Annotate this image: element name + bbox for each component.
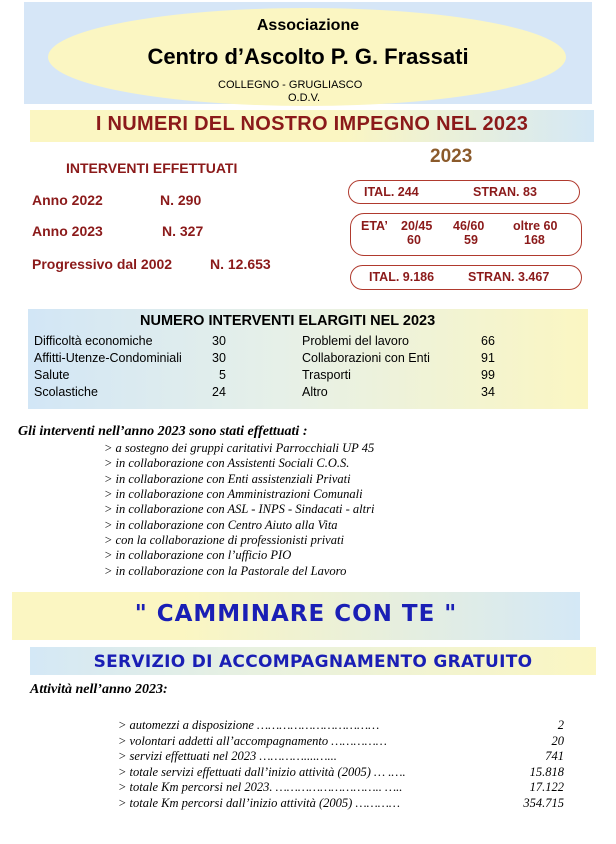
list-item: > in collaborazione con Amministrazioni Comunali xyxy=(104,487,363,501)
service-label: > totale Km percorsi dall’inizio attività (2005) ………… xyxy=(118,796,400,810)
service-label: > totale Km percorsi nel 2023. ……………………….. ….. xyxy=(118,780,403,794)
elargiti-value: 66 xyxy=(481,334,495,348)
interventi-row-label: Anno 2023 xyxy=(32,223,103,239)
interventi-row-label: Progressivo dal 2002 xyxy=(32,256,173,272)
age-value: 59 xyxy=(464,233,478,247)
age-pill xyxy=(350,213,582,256)
totals-pill xyxy=(350,265,582,290)
servizio-title: SERVIZIO DI ACCOMPAGNAMENTO GRATUITO xyxy=(93,652,533,672)
service-row xyxy=(118,718,564,733)
service-row xyxy=(118,765,564,780)
elargiti-value: 30 xyxy=(212,334,226,348)
elargiti-value: 30 xyxy=(212,351,226,365)
age-value: 168 xyxy=(524,233,545,247)
elargiti-value: 34 xyxy=(481,385,495,399)
camminare-title: " CAMMINARE CON TE " xyxy=(134,601,458,627)
service-row xyxy=(118,796,564,811)
association-label: Associazione xyxy=(256,17,360,34)
list-item: > con la collaborazione di professionisti privati xyxy=(104,533,344,547)
elargiti-value: 5 xyxy=(219,368,226,382)
service-value: 20 xyxy=(551,734,564,748)
service-value: 2 xyxy=(557,718,564,732)
elargiti-value: 99 xyxy=(481,368,495,382)
activity-label: Attività nell’anno 2023: xyxy=(30,682,168,697)
elargiti-title: NUMERO INTERVENTI ELARGITI NEL 2023 xyxy=(140,313,436,329)
list-item: > in collaborazione con Enti assistenziali Privati xyxy=(104,472,351,486)
service-row xyxy=(118,734,564,749)
center-name: Centro d’Ascolto P. G. Frassati xyxy=(147,44,469,69)
elargiti-label: Altro xyxy=(302,385,328,399)
service-label: > servizi effettuati nel 2023 …………....…... xyxy=(118,749,337,763)
list-item: > in collaborazione con Assistenti Sociali C.O.S. xyxy=(104,456,350,470)
elargiti-label: Affitti-Utenze-Condominiali xyxy=(34,351,182,365)
age-range: oltre 60 xyxy=(513,219,558,233)
service-row xyxy=(118,749,564,764)
service-row xyxy=(118,780,564,795)
nationality-stran: STRAN. 83 xyxy=(473,185,537,199)
odv-label: O.D.V. xyxy=(288,92,320,104)
location-label: COLLEGNO - GRUGLIASCO xyxy=(218,79,363,91)
interventi-row-label: Anno 2022 xyxy=(32,192,103,208)
interventi-title: INTERVENTI EFFETTUATI xyxy=(66,160,238,176)
elargiti-label: Problemi del lavoro xyxy=(302,334,409,348)
interventi-row-value: N. 12.653 xyxy=(210,256,271,272)
list-item: > in collaborazione con la Pastorale del Lavoro xyxy=(104,564,347,578)
service-value: 17.122 xyxy=(529,780,564,794)
service-value: 15.818 xyxy=(529,765,564,779)
elargiti-label: Collaborazioni con Enti xyxy=(302,351,430,365)
list-item: > in collaborazione con Centro Aiuto alla Vita xyxy=(104,518,338,532)
age-range: 20/45 xyxy=(401,219,433,233)
age-label: ETA’ xyxy=(361,219,388,233)
nationality-pill xyxy=(348,180,580,204)
elargiti-label: Scolastiche xyxy=(34,385,98,399)
list-item: > in collaborazione con ASL - INPS - Sindacati - altri xyxy=(104,502,375,516)
collaborations-intro: Gli interventi nell’anno 2023 sono stati effettuati : xyxy=(18,424,308,439)
age-range: 46/60 xyxy=(453,219,485,233)
elargiti-value: 24 xyxy=(212,385,226,399)
page-title: I NUMERI DEL NOSTRO IMPEGNO NEL 2023 xyxy=(95,113,529,135)
list-item: > in collaborazione con l’ufficio PIO xyxy=(104,548,292,562)
interventi-row-value: N. 290 xyxy=(160,192,202,208)
elargiti-label: Trasporti xyxy=(302,368,351,382)
year-heading: 2023 xyxy=(430,146,473,167)
totals-stran: STRAN. 3.467 xyxy=(468,270,550,284)
totals-ital: ITAL. 9.186 xyxy=(369,270,435,284)
service-label: > volontari addetti all’accompagnamento …………… xyxy=(118,734,387,748)
list-item: > a sostegno dei gruppi caritativi Parrocchiali UP 45 xyxy=(104,441,375,455)
interventi-row-value: N. 327 xyxy=(162,223,204,239)
elargiti-label: Salute xyxy=(34,368,70,382)
nationality-ital: ITAL. 244 xyxy=(364,185,419,199)
age-value: 60 xyxy=(407,233,421,247)
elargiti-value: 91 xyxy=(481,351,495,365)
service-value: 354.715 xyxy=(523,796,564,810)
service-value: 741 xyxy=(545,749,564,763)
service-label: > totale servizi effettuati dall’inizio attività (2005) … .…. xyxy=(118,765,406,779)
elargiti-label: Difficoltà economiche xyxy=(34,334,153,348)
service-label: > automezzi a disposizione …………………………… xyxy=(118,718,380,732)
